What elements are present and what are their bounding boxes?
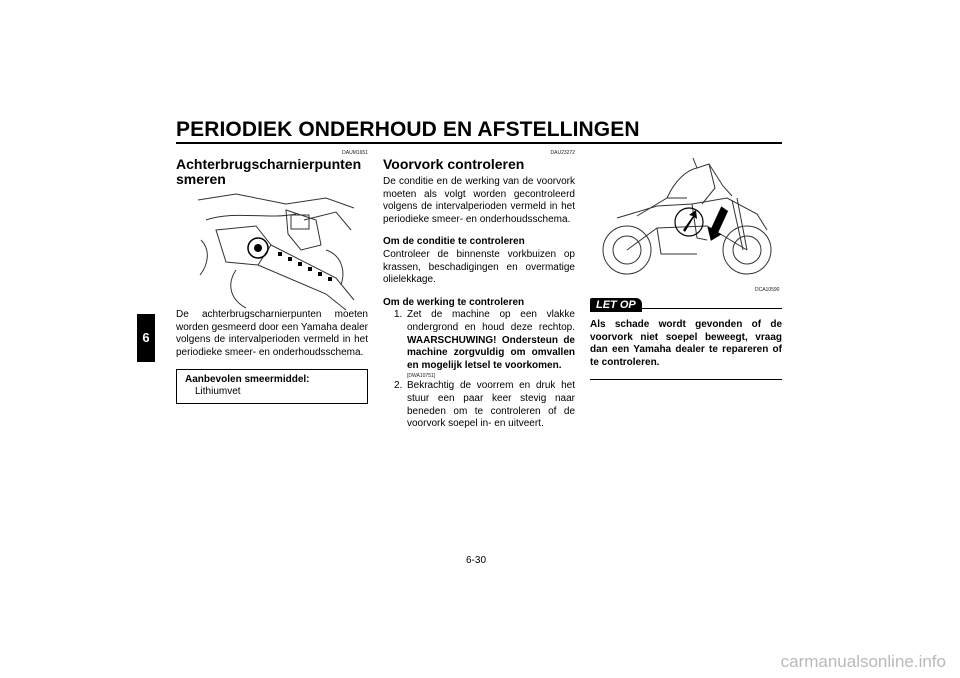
- swingarm-pivot-illustration: [196, 190, 356, 312]
- condition-text: Controleer de binnenste vorkbuizen op krassen, beschadigingen en overmatige olielekkage.: [383, 248, 575, 286]
- notice-top-rule: [638, 308, 782, 309]
- motorcycle-fork-illustration: [597, 158, 777, 280]
- pivot-paragraph: De achterbrugscharnierpunten moeten worden gesmeerd door een Yamaha dealer volgens de intervalperioden vermeld in het periodieke smeer- en onderhoudsschema.: [176, 309, 368, 358]
- section-code: DAU23272: [550, 150, 575, 156]
- lubricant-value: Lithiumvet: [195, 386, 241, 398]
- operation-heading: Om de werking te controleren: [383, 296, 525, 308]
- lubricant-title: Aanbevolen smeermiddel:: [185, 374, 310, 386]
- warning-code: [DWA10751]: [407, 373, 436, 380]
- step-2: [383, 380, 575, 430]
- notice-text: Als schade wordt gevonden of de voorvork niet soepel beweegt, vraag dan een Yamaha dealer te repareren of te controleren.: [590, 319, 782, 368]
- page-header: PERIODIEK ONDERHOUD EN AFSTELLINGEN: [176, 118, 640, 141]
- section-title: Achterbrugscharnierpunten smeren: [176, 156, 362, 187]
- section-code: DAUM1651: [342, 150, 368, 156]
- condition-heading: Om de conditie te controleren: [383, 236, 525, 248]
- step-1-text: Zet de machine op een vlakke ondergrond en houd deze rechtop.: [407, 309, 575, 333]
- step-1: [383, 309, 575, 372]
- page-number: 6-30: [466, 555, 487, 566]
- step-2-number: 2.: [394, 380, 403, 392]
- middle-column: [383, 150, 575, 431]
- header-rule: [176, 142, 782, 144]
- lubricant-box: [176, 369, 368, 404]
- step-1-number: 1.: [394, 309, 403, 321]
- section-title: Voorvork controleren: [383, 156, 525, 172]
- watermark-text: carmanualsonline.info: [780, 652, 946, 671]
- step-1-warning: WAARSCHUWING! Ondersteun de machine zorgvuldig om omvallen en mogelijk letsel te voorkomen.: [407, 334, 575, 371]
- notice-bottom-rule: [590, 379, 782, 380]
- notice-box: [590, 295, 782, 380]
- step-2-text: Bekrachtig de voorrem en druk het stuur een paar keer stevig naar beneden om te controleren of de voorvork soepel in- en uitveert.: [407, 380, 575, 430]
- notice-label: LET OP: [590, 298, 642, 312]
- fork-intro: De conditie en de werking van de voorvork moeten als volgt worden gecontroleerd volgens de intervalperioden vermeld in het periodieke smeer- en onderhoudsschema.: [383, 176, 575, 225]
- section-tab: 6: [137, 314, 155, 362]
- figure-code: DCA10590: [755, 287, 780, 293]
